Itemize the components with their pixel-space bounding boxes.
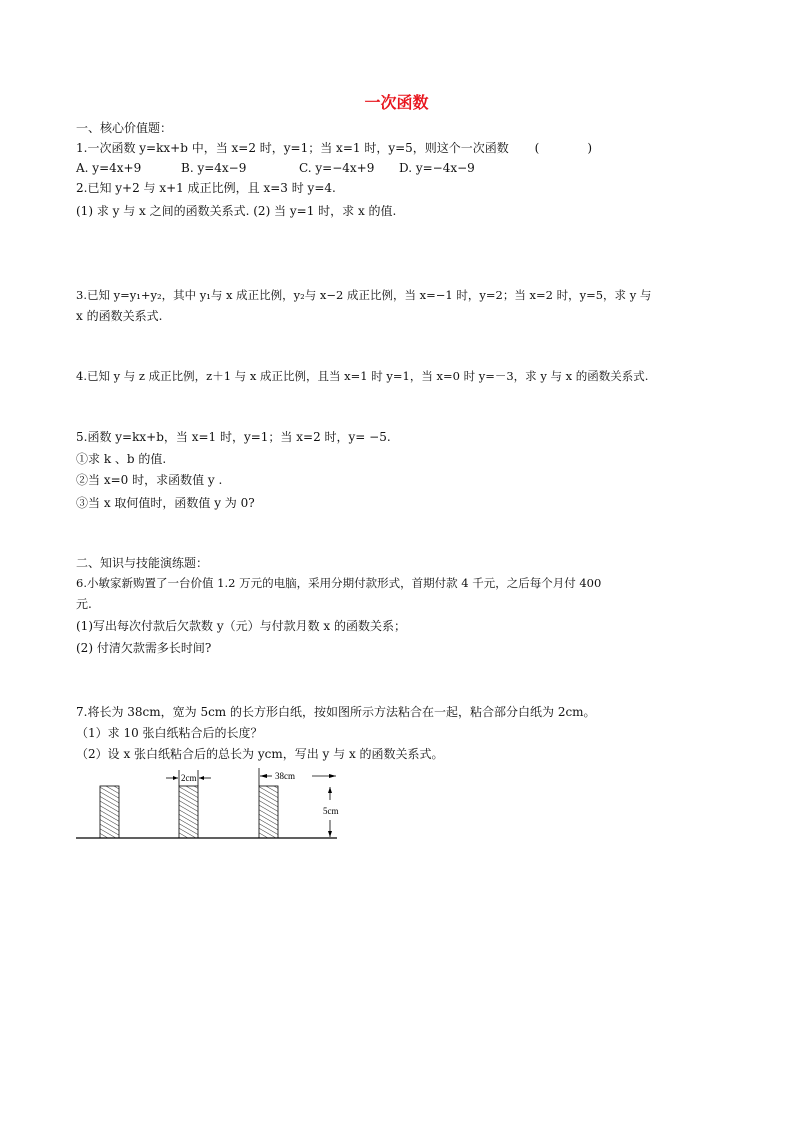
- length-label: 38cm: [275, 771, 295, 781]
- page-title: 一次函数: [364, 93, 429, 112]
- question-7-part-2: （2）设 x 张白纸粘合后的总长为 ycm，写出 y 与 x 的函数关系式。: [76, 747, 444, 761]
- question-2-stem: 2.已知 y+2 与 x+1 成正比例，且 x=3 时 y=4.: [76, 181, 336, 195]
- question-5-stem: 5.函数 y=kx+b，当 x=1 时，y=1；当 x=2 时，y= −5.: [76, 430, 391, 444]
- option-a: A. y=4x+9: [76, 161, 142, 175]
- question-3-line-1: 3.已知 y=y₁+y₂，其中 y₁与 x 成正比例，y₂与 x−2 成正比例，当 x=−1 时，y=2；当 x=2 时，y=5，求 y 与: [76, 288, 652, 302]
- question-1-stem: 1.一次函数 y=kx+b 中，当 x=2 时，y=1；当 x=1 时，y=5，则这个一次函数: [76, 141, 509, 155]
- overlap-label: 2cm: [181, 773, 197, 783]
- width-label: 5cm: [323, 806, 339, 816]
- option-d: D. y=−4x−9: [399, 161, 475, 175]
- section-heading-2: 二、知识与技能演练题：: [76, 556, 209, 570]
- overlap-strip-3: [259, 786, 278, 838]
- question-5-part-3: ③当 x 取何值时，函数值 y 为 0?: [76, 496, 255, 510]
- question-6-line-2: 元.: [76, 597, 92, 611]
- question-4: 4.已知 y 与 z 成正比例，z＋1 与 x 成正比例，且当 x=1 时 y=1，当 x=0 时 y=－3，求 y 与 x 的函数关系式.: [76, 369, 649, 383]
- question-6-part-2: (2) 付清欠款需多长时间?: [76, 641, 212, 655]
- question-7-part-1: （1）求 10 张白纸粘合后的长度？: [76, 726, 263, 740]
- section-heading-1: 一、核心价值题：: [76, 121, 173, 135]
- answer-bracket: ( ): [534, 141, 593, 155]
- overlap-strip-1: [100, 786, 119, 838]
- question-6-part-1: (1)写出每次付款后欠款数 y（元）与付款月数 x 的函数关系；: [76, 619, 406, 633]
- question-5-part-2: ②当 x=0 时，求函数值 y .: [76, 473, 223, 487]
- question-3-line-2: x 的函数关系式.: [76, 309, 163, 323]
- option-b: B. y=4x−9: [181, 161, 247, 175]
- overlap-strip-2: [179, 786, 198, 838]
- question-5-part-1: ①求 k 、b 的值.: [76, 452, 167, 466]
- question-6-line-1: 6.小敏家新购置了一台价值 1.2 万元的电脑，采用分期付款形式，首期付款 4 千元，之后每个月付 400: [76, 576, 602, 590]
- option-c: C. y=−4x+9: [299, 161, 375, 175]
- question-2-parts: (1) 求 y 与 x 之间的函数关系式. (2) 当 y=1 时，求 x 的值.: [76, 204, 397, 218]
- question-7-stem: 7.将长为 38cm，宽为 5cm 的长方形白纸，按如图所示方法粘合在一起，粘合部分白纸为 2cm。: [76, 705, 596, 719]
